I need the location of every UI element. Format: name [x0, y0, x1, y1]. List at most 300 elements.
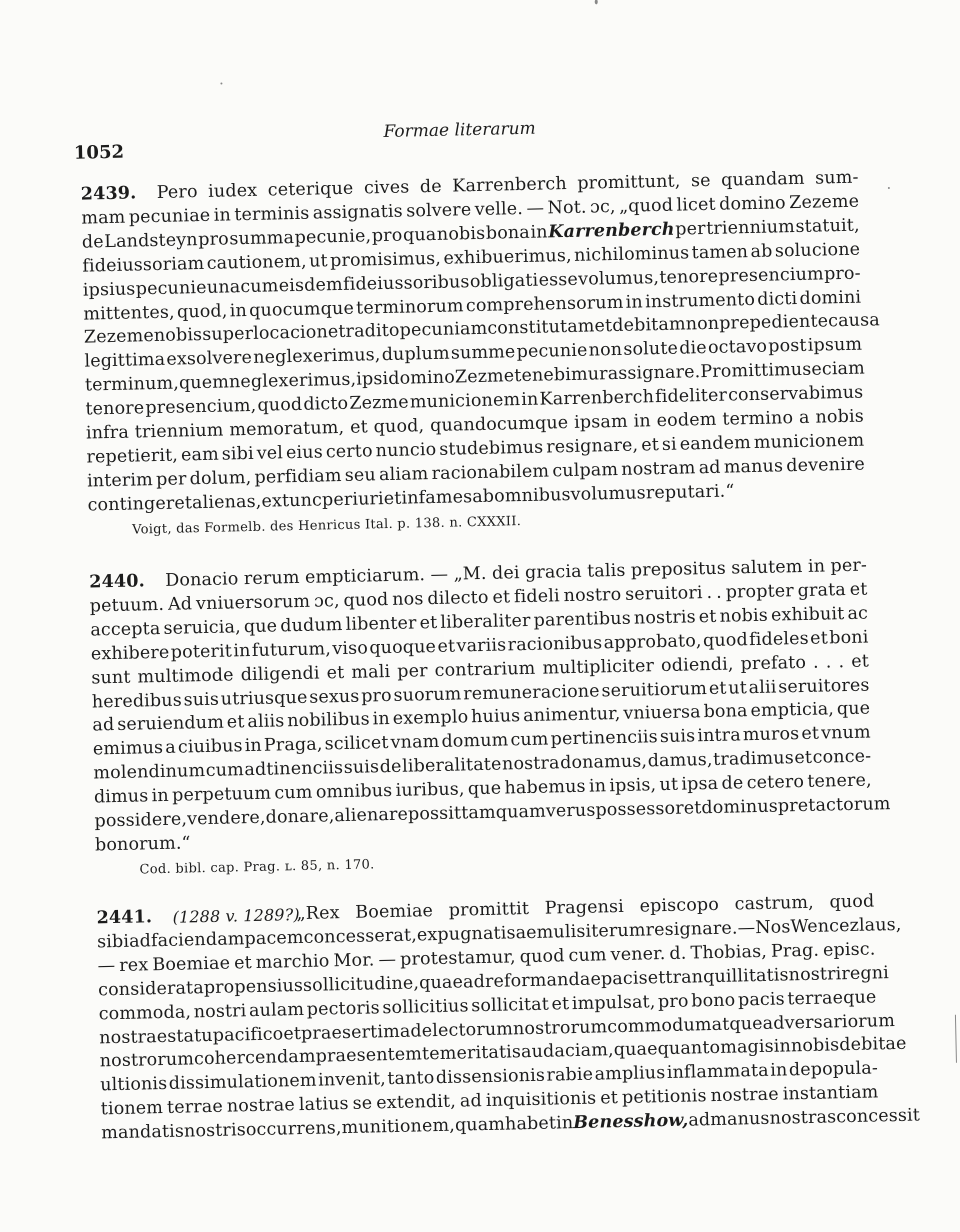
word: Boemiae: [152, 953, 231, 976]
word: eodem: [656, 409, 717, 432]
word: pecuniae: [128, 205, 211, 228]
word: quod: [257, 394, 303, 416]
word: cautionem,: [206, 251, 307, 274]
word: —: [737, 917, 756, 939]
word: —: [378, 949, 397, 971]
word: assignare.: [607, 362, 701, 385]
word: Karrenberch: [539, 387, 655, 410]
word: grata: [797, 579, 847, 601]
word: in: [625, 291, 644, 313]
word: que: [467, 778, 502, 800]
word: terminorum: [355, 295, 464, 319]
word: accepta: [90, 618, 161, 641]
word: tenore: [85, 398, 145, 420]
word: Pero: [156, 182, 198, 203]
word: certo: [325, 441, 373, 463]
word: amplius: [594, 1063, 666, 1085]
word: ad: [688, 1110, 711, 1131]
word: temeritatis: [421, 1042, 522, 1065]
word: termino: [722, 408, 794, 430]
word: approbato,: [603, 630, 702, 653]
word: infra: [85, 422, 130, 444]
word: bonorum.“: [94, 833, 191, 856]
word: cum: [568, 945, 607, 966]
word: et: [801, 723, 820, 745]
word: ɔc,: [313, 590, 340, 612]
word: nostras: [769, 1107, 837, 1129]
word: vnum: [820, 722, 871, 744]
word: suis: [183, 689, 220, 710]
word: quem: [178, 372, 230, 394]
word: et: [683, 798, 702, 819]
word: vendere,: [186, 807, 266, 830]
word: domini: [799, 287, 862, 309]
word: ɔc,: [589, 196, 616, 218]
word: terrae: [166, 1096, 224, 1119]
word: tradito: [338, 321, 400, 343]
word: constitutam: [487, 316, 595, 340]
word: ipsa: [681, 773, 719, 795]
word: instrumento: [644, 289, 756, 312]
word: Not.: [547, 197, 587, 219]
word: omnibus: [315, 781, 393, 803]
word: solute: [623, 338, 679, 361]
word: vnam: [390, 732, 440, 754]
word: seruicia,: [163, 617, 242, 639]
word: de: [81, 231, 104, 253]
word: in: [530, 222, 548, 243]
word: iuribus,: [395, 779, 465, 801]
word: nobis: [815, 406, 865, 428]
word: et: [809, 628, 829, 649]
word: et: [640, 434, 660, 456]
word: eandem: [679, 432, 752, 455]
word: quandocumque: [429, 413, 569, 437]
word: Boemiae: [355, 901, 434, 923]
word: adversariorum: [762, 1010, 896, 1034]
word: presencium,: [145, 395, 257, 419]
word: emimus: [92, 738, 164, 760]
word: intra: [697, 725, 742, 747]
word: in: [770, 1060, 788, 1082]
word: odiendi,: [660, 654, 734, 676]
word: sollicitudine,: [302, 973, 420, 996]
word: nostrorum: [99, 1049, 195, 1072]
word: dudum: [280, 614, 343, 637]
word: locacione: [252, 322, 339, 345]
word: Landsteyn: [104, 229, 198, 252]
word: dominus: [701, 796, 779, 819]
word: debitam: [612, 314, 686, 337]
word: licet: [676, 194, 716, 216]
word: Prag.: [770, 940, 820, 962]
word: nobis: [790, 1035, 840, 1057]
word: pectoris: [306, 997, 381, 1020]
word: d.: [669, 943, 687, 964]
word: quod: [702, 629, 749, 651]
word: pretactorum: [777, 794, 891, 817]
word: de: [379, 756, 402, 778]
word: se: [690, 170, 711, 192]
word: qua: [402, 224, 437, 246]
word: debitae: [839, 1034, 907, 1056]
word: nostri: [788, 963, 842, 986]
word: pacifico: [212, 1023, 284, 1046]
word: et: [851, 651, 870, 672]
word: conservabimus: [727, 382, 864, 406]
scan-speck: [955, 1015, 957, 1063]
word: dilecto: [427, 587, 489, 610]
word: ad: [459, 1091, 483, 1112]
word: seruiendum: [117, 713, 225, 736]
word: exemplo: [392, 707, 469, 730]
word: „M.: [453, 563, 487, 585]
word: sibi: [96, 931, 130, 953]
source-citation: Voigt, das Formelb. des Henricus Ital. p. 138. n. CXXXII.: [131, 513, 522, 538]
word: memoratum,: [229, 417, 345, 441]
word: alienare: [334, 804, 409, 827]
word: fideiussoribus: [342, 271, 470, 295]
word: nostri: [193, 1000, 247, 1022]
word: nostris: [183, 1120, 247, 1142]
word: invenit,: [317, 1069, 387, 1091]
word: ipsius: [82, 279, 136, 301]
word: expugnatis: [416, 923, 516, 946]
word: statuit,: [795, 215, 860, 237]
word: suis: [659, 726, 696, 748]
word: considerata: [97, 977, 205, 1001]
entry-number: 2441.: [96, 907, 153, 929]
word: quae: [613, 1039, 658, 1061]
word: ipsum: [807, 334, 863, 357]
word: futurum,: [251, 638, 332, 661]
word: nostro: [563, 584, 622, 607]
word: de: [419, 176, 442, 198]
italic-name: Karrenberch: [548, 219, 675, 243]
word: .: [812, 652, 819, 673]
word: castrum,: [734, 892, 815, 915]
word: Zezeme: [788, 191, 860, 214]
word: et: [594, 316, 613, 337]
word: in: [521, 389, 539, 411]
word: et: [794, 747, 813, 769]
word: nostrae: [99, 1026, 168, 1048]
word: pecunie: [516, 340, 588, 363]
word: —: [97, 955, 116, 977]
word: latius: [298, 1094, 349, 1116]
word: quocumque: [248, 298, 355, 321]
word: episc.: [822, 939, 876, 961]
word: fideli: [513, 586, 560, 608]
word: .: [715, 582, 723, 603]
word: racionibus: [507, 633, 603, 656]
text-line: [95, 833, 191, 855]
word: donare,: [265, 806, 335, 828]
word: commoda,: [98, 1001, 192, 1025]
word: ultionis: [100, 1074, 168, 1096]
word: non: [588, 340, 623, 361]
word: gracia: [524, 561, 582, 584]
word: et: [383, 488, 402, 509]
word: tamen: [691, 241, 749, 263]
word: protestamur,: [399, 947, 516, 970]
word: et: [849, 579, 868, 600]
word: possit: [407, 803, 462, 825]
word: iudex: [207, 180, 258, 202]
word: Wencezlaus,: [790, 914, 902, 938]
word: infames: [401, 486, 473, 509]
word: libenter: [345, 613, 417, 635]
word: summa: [229, 227, 295, 250]
word: ceterique: [267, 178, 354, 201]
word: Zezeme: [83, 326, 155, 348]
word: salutem: [731, 556, 803, 579]
word: praesentem: [315, 1044, 423, 1068]
word: domum: [441, 730, 509, 753]
word: eam: [180, 444, 220, 466]
word: et: [647, 967, 666, 989]
word: cives: [363, 177, 410, 199]
word: animentur,: [522, 704, 621, 727]
word: praesertim: [300, 1021, 401, 1044]
scan-speck: [595, 0, 598, 4]
word: promisimus,: [329, 248, 442, 271]
word: eciam: [811, 358, 866, 380]
word: nobis: [436, 223, 486, 245]
word: in: [555, 1113, 574, 1134]
word: ad: [462, 971, 486, 993]
word: parentibus: [533, 608, 632, 631]
word: et: [492, 587, 511, 608]
word: die: [679, 338, 708, 359]
word: a: [165, 737, 177, 759]
word: impulsat,: [571, 991, 656, 1014]
word: ac: [847, 603, 869, 624]
word: racionabilem: [431, 461, 550, 484]
word: tranquillitatis: [665, 965, 789, 988]
word: mali: [351, 661, 391, 683]
word: variis: [456, 635, 507, 657]
entry-date: (1288 v. 1289?): [172, 905, 300, 927]
word: nostrorum: [512, 1016, 608, 1039]
word: episcopo: [639, 894, 720, 917]
word: inflammata: [666, 1061, 770, 1084]
word: verus: [545, 800, 596, 822]
word: causa: [827, 310, 881, 332]
word: solucione: [774, 239, 861, 262]
word: pro: [198, 229, 230, 250]
word: duplum: [381, 343, 450, 366]
word: in: [633, 411, 652, 432]
word: tenebimur: [514, 364, 608, 387]
word: prepediente: [719, 311, 829, 335]
word: suorum: [393, 683, 462, 706]
word: interim: [86, 469, 154, 492]
word: donamus,: [559, 751, 648, 774]
word: tanto: [387, 1068, 435, 1090]
word: per: [397, 660, 428, 682]
word: depopula-: [788, 1058, 879, 1081]
word: .: [706, 582, 713, 603]
word: marchio: [255, 951, 330, 973]
word: alienas,: [191, 491, 262, 513]
word: comprehensorum: [465, 292, 624, 316]
word: quanto: [657, 1038, 721, 1060]
word: scilicet: [324, 733, 389, 755]
word: Zezme: [349, 392, 409, 414]
word: promittunt,: [577, 171, 681, 194]
word: obligati: [469, 270, 539, 292]
scan-speck: [888, 187, 890, 189]
word: pro-: [823, 263, 861, 285]
word: aulam: [248, 999, 305, 1021]
word: exsolvere: [166, 348, 253, 371]
word: et: [600, 1088, 619, 1109]
word: aliam: [378, 463, 429, 485]
word: terraeque: [787, 987, 877, 1009]
word: cohercendam: [193, 1047, 316, 1070]
word: dei: [491, 563, 520, 584]
word: resignare.: [645, 918, 738, 941]
word: prepositus: [630, 558, 727, 581]
word: cum: [510, 729, 549, 751]
word: legittima: [84, 350, 166, 372]
word: manus: [723, 456, 784, 478]
word: sollicitat: [471, 994, 550, 1016]
word: ut: [659, 774, 679, 796]
scan-speck: [220, 82, 222, 84]
word: bona: [703, 701, 748, 723]
entry-number: 2439.: [80, 183, 137, 205]
word: promittit: [448, 899, 530, 921]
word: heredibus: [91, 690, 183, 712]
word: mam: [81, 207, 126, 229]
word: quod: [343, 589, 389, 611]
word: multipliciter: [542, 655, 655, 679]
word: ut: [308, 250, 328, 272]
word: vener.: [610, 943, 666, 966]
word: nobis: [719, 605, 769, 627]
word: —: [526, 198, 545, 219]
word: Donacio: [165, 569, 239, 591]
word: vniuersorum: [195, 591, 311, 615]
word: in: [151, 785, 170, 807]
word: molendinum: [93, 761, 206, 784]
word: pecuniam: [399, 319, 488, 342]
word: seruitores: [778, 675, 870, 698]
word: et: [283, 1023, 302, 1044]
word: triennium: [134, 420, 224, 443]
word: in: [244, 736, 263, 757]
word: ciuibus: [177, 736, 243, 758]
word: possessor: [595, 798, 684, 821]
word: viso: [332, 638, 369, 659]
word: manus: [710, 1108, 770, 1131]
word: pacem: [244, 927, 304, 950]
word: perpetuum: [171, 783, 272, 806]
word: suis: [343, 757, 380, 779]
word: ad: [399, 1020, 422, 1042]
word: periuri: [321, 488, 384, 511]
word: Mor.: [333, 950, 375, 972]
word: quae: [418, 972, 464, 994]
word: Zezme: [454, 366, 515, 388]
word: terminis: [234, 203, 310, 226]
word: extendit,: [376, 1091, 457, 1114]
word: .: [825, 651, 832, 673]
word: „Rex: [296, 903, 340, 925]
word: et: [551, 993, 570, 1015]
word: atque: [711, 1013, 763, 1035]
word: quod,: [176, 300, 228, 323]
word: munitionem,: [341, 1115, 456, 1139]
word: per: [155, 469, 187, 490]
word: dissensionis: [435, 1065, 546, 1089]
word: pacis: [600, 968, 648, 990]
word: cum: [274, 782, 313, 804]
word: Promittimus: [700, 359, 812, 383]
word: muros: [742, 724, 800, 746]
word: pertinenciis: [550, 727, 659, 750]
word: sibi: [221, 443, 255, 465]
word: in: [213, 205, 232, 226]
word: propensius: [203, 975, 304, 998]
word: nostrae: [226, 1095, 296, 1117]
word: a: [798, 407, 810, 428]
word: cetero: [746, 772, 805, 794]
word: faciendam: [150, 929, 245, 952]
word: eisdem: [278, 274, 343, 296]
word: que: [243, 616, 278, 637]
word: Thobias,: [690, 941, 768, 964]
word: conce-: [812, 746, 872, 768]
word: et: [419, 612, 438, 634]
word: municionem: [753, 430, 865, 453]
word: cum: [205, 760, 245, 782]
word: bono: [691, 990, 736, 1012]
word: super: [202, 324, 254, 346]
word: terminum,: [84, 373, 180, 396]
word: resignare,: [546, 435, 639, 458]
word: contingeret: [87, 492, 193, 516]
word: concessit: [836, 1105, 921, 1128]
word: sunt: [91, 667, 131, 689]
word: petuum.: [89, 594, 165, 617]
word: unacum: [206, 275, 279, 298]
word: repetierit,: [86, 445, 179, 468]
word: petitionis: [621, 1086, 707, 1109]
word: Karrenberch: [452, 174, 568, 197]
word: habemus: [504, 776, 586, 799]
word: damus,: [647, 750, 713, 772]
word: talis: [586, 560, 626, 582]
word: Praga,: [263, 734, 323, 757]
word: in: [372, 709, 391, 730]
word: poterit: [170, 641, 233, 663]
word: ex: [261, 490, 283, 512]
word: nuncio: [375, 439, 437, 462]
word: regni: [841, 962, 890, 984]
word: mandatis: [101, 1121, 185, 1144]
word: aemulis: [515, 921, 586, 944]
word: et: [437, 636, 456, 657]
word: fideliter: [654, 385, 728, 408]
word: sexus: [309, 686, 360, 708]
word: tradimus: [712, 748, 795, 771]
word: bona: [485, 222, 531, 244]
word: que: [836, 698, 871, 720]
word: octavo: [707, 336, 768, 359]
